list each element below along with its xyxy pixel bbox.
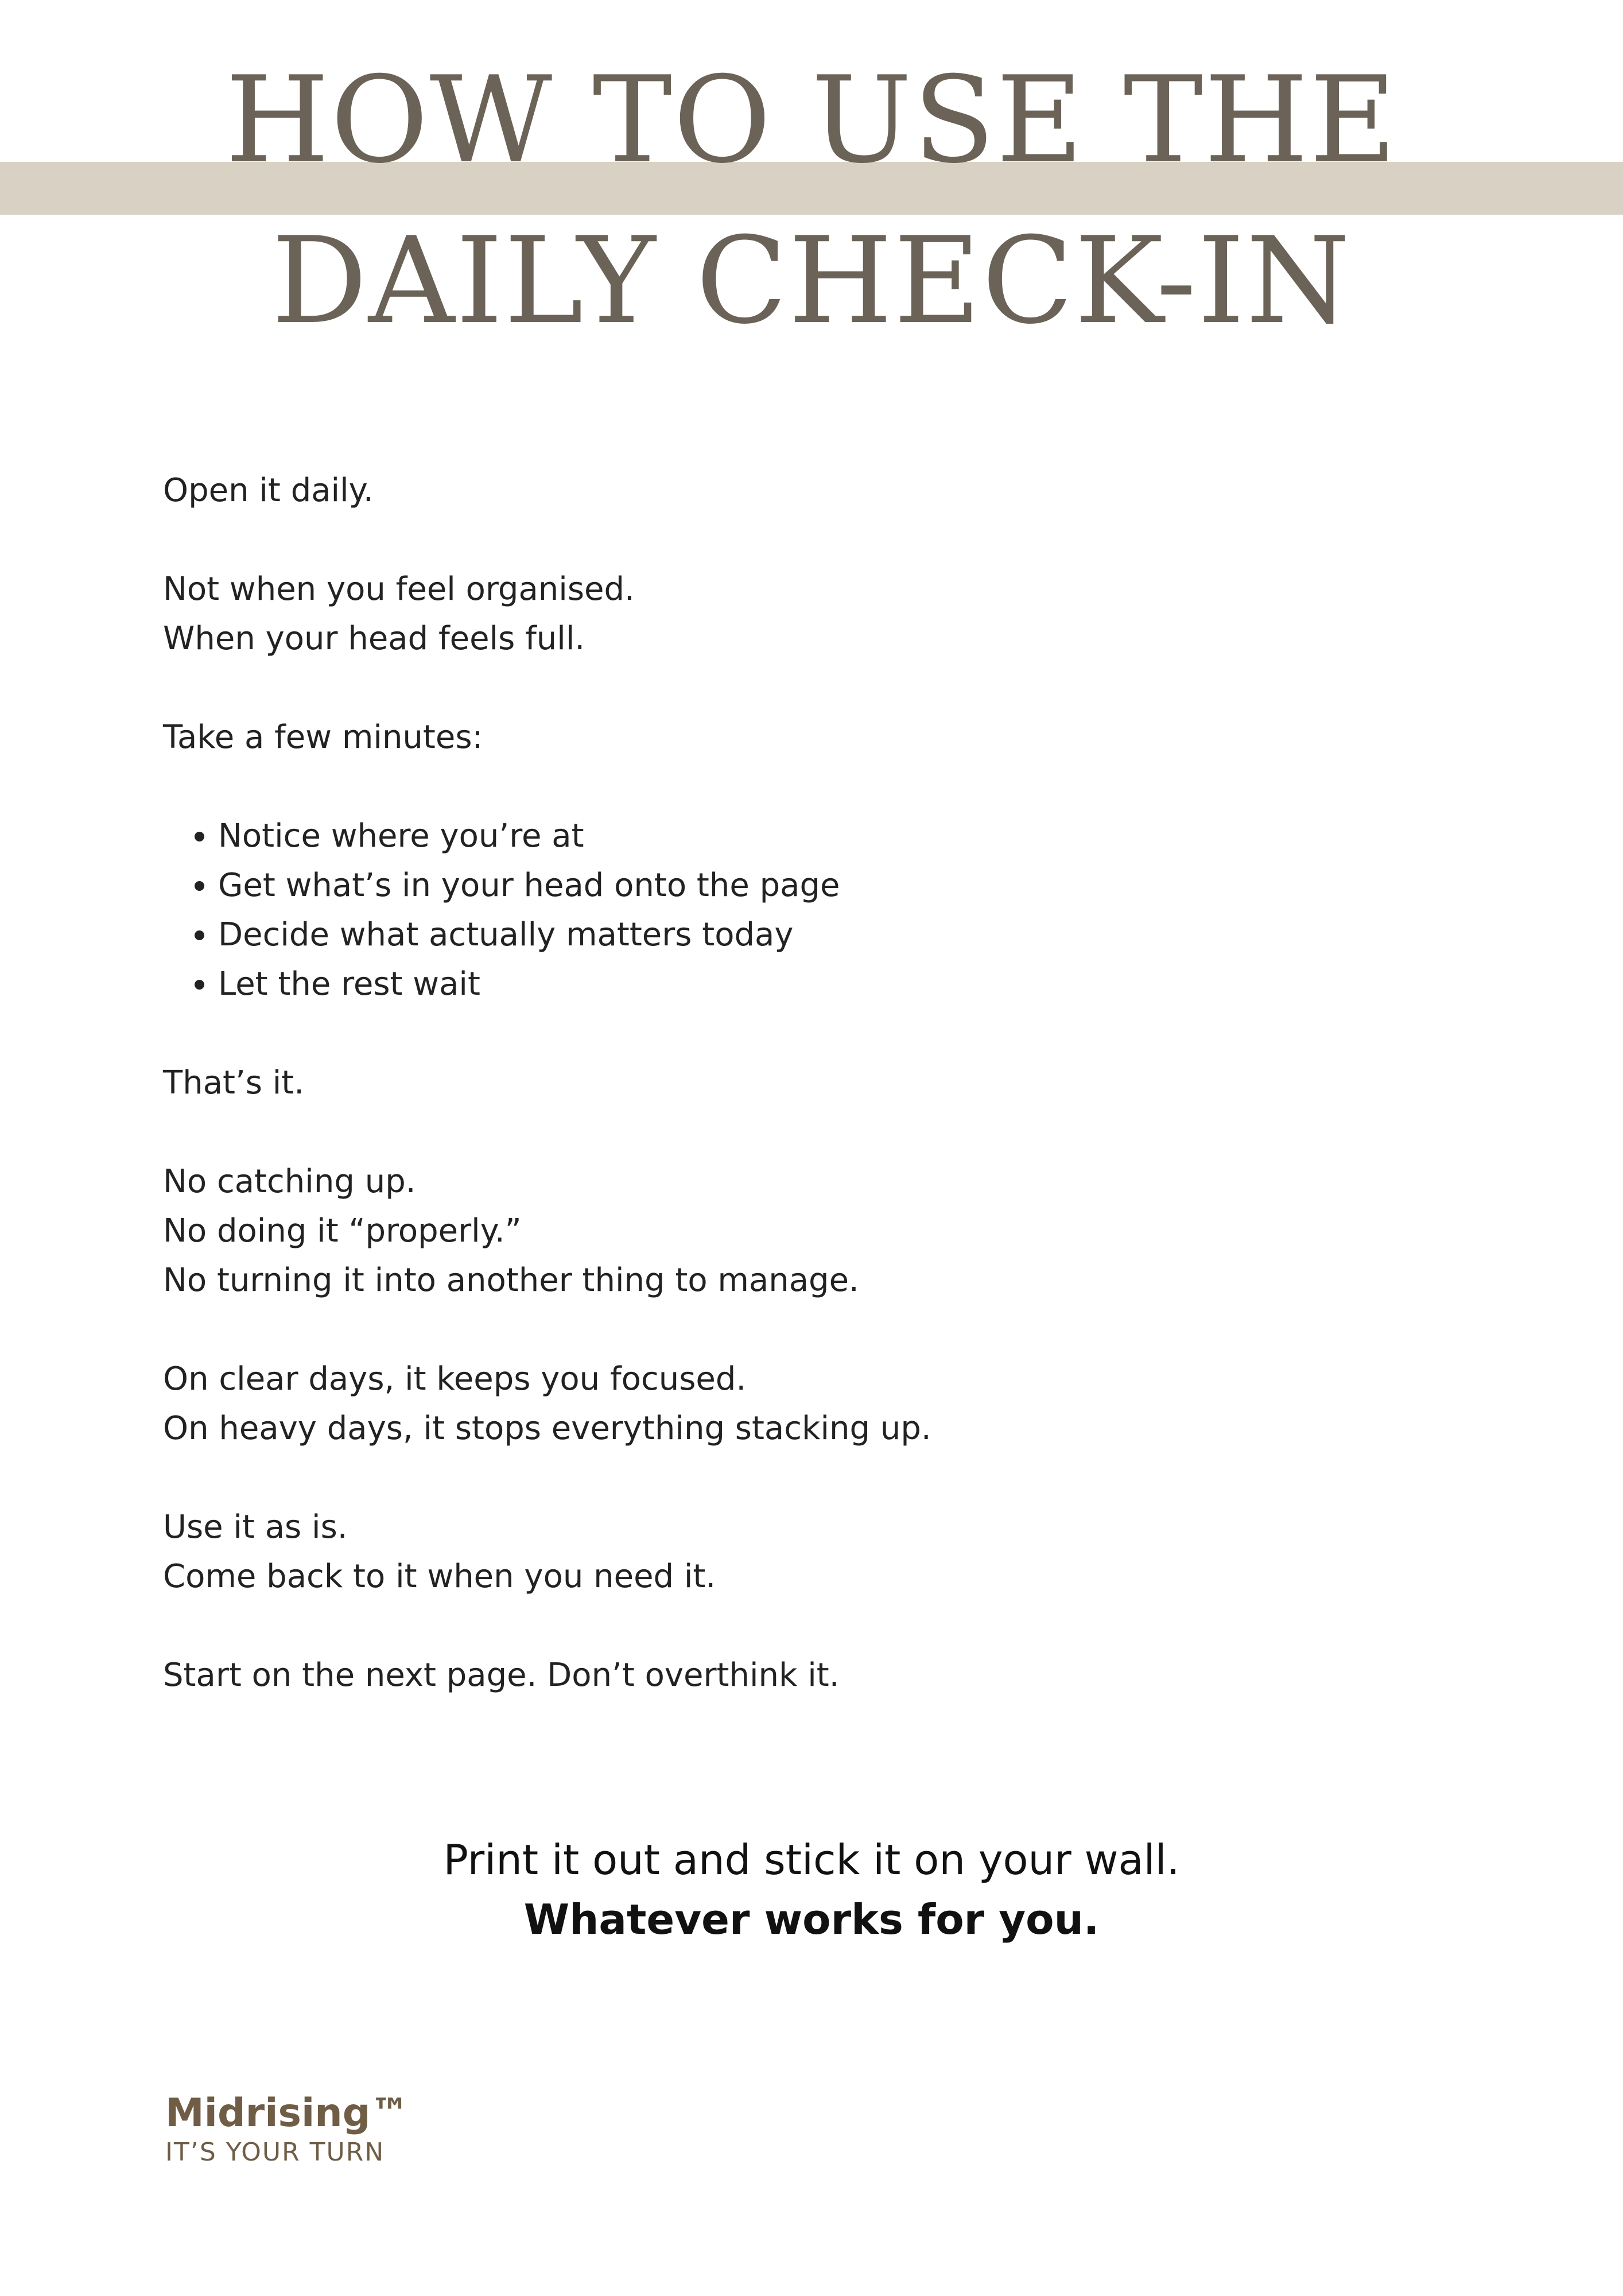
brand-tagline: IT’S YOUR TURN: [165, 2138, 385, 2167]
list-item: • Get what’s in your head onto the page: [218, 861, 1483, 910]
spacer: [163, 762, 1483, 812]
paragraph-no-catching-up: No catching up.: [163, 1163, 416, 1200]
spacer: [163, 1453, 1483, 1503]
list-item: • Notice where you’re at: [218, 812, 1483, 861]
closing-line-whatever: Whatever works for you.: [523, 1895, 1100, 1944]
closing-line-print: Print it out and stick it on your wall.: [443, 1836, 1180, 1884]
closing-message: [0, 1830, 1623, 1949]
spacer: [163, 1108, 1483, 1157]
paragraph-no-manage: No turning it into another thing to manage.: [163, 1262, 859, 1299]
steps-list: [163, 812, 1483, 1009]
spacer: [163, 1305, 1483, 1355]
brand-name: Midrising™: [165, 2091, 410, 2136]
paragraph-few-minutes: Take a few minutes:: [163, 719, 483, 756]
spacer: [163, 1601, 1483, 1651]
paragraph-use-as-is: Use it as is.: [163, 1508, 348, 1546]
paragraph-head-full: When your head feels full.: [163, 620, 585, 657]
brand-logo: [165, 2091, 409, 2169]
title-line-1: HOW TO USE THE: [225, 51, 1398, 190]
paragraph-no-properly: No doing it “properly.”: [163, 1212, 522, 1250]
spacer: [163, 664, 1483, 713]
title-line-2: DAILY CHECK-IN: [271, 212, 1352, 351]
paragraph-heavy-days: On heavy days, it stops everything stacking up.: [163, 1410, 931, 1447]
paragraph-open-daily: Open it daily.: [163, 472, 374, 509]
paragraph-next-page: Start on the next page. Don’t overthink it.: [163, 1657, 840, 1694]
instructions-body: [163, 466, 1483, 1700]
spacer: [163, 515, 1483, 565]
list-item: • Let the rest wait: [218, 960, 1483, 1009]
spacer: [163, 1009, 1483, 1058]
list-item: • Decide what actually matters today: [218, 910, 1483, 960]
paragraph-come-back: Come back to it when you need it.: [163, 1558, 716, 1595]
paragraph-clear-days: On clear days, it keeps you focused.: [163, 1360, 747, 1398]
paragraph-not-organised: Not when you feel organised.: [163, 571, 635, 608]
paragraph-thats-it: That’s it.: [163, 1064, 305, 1102]
page-title: [0, 40, 1623, 362]
